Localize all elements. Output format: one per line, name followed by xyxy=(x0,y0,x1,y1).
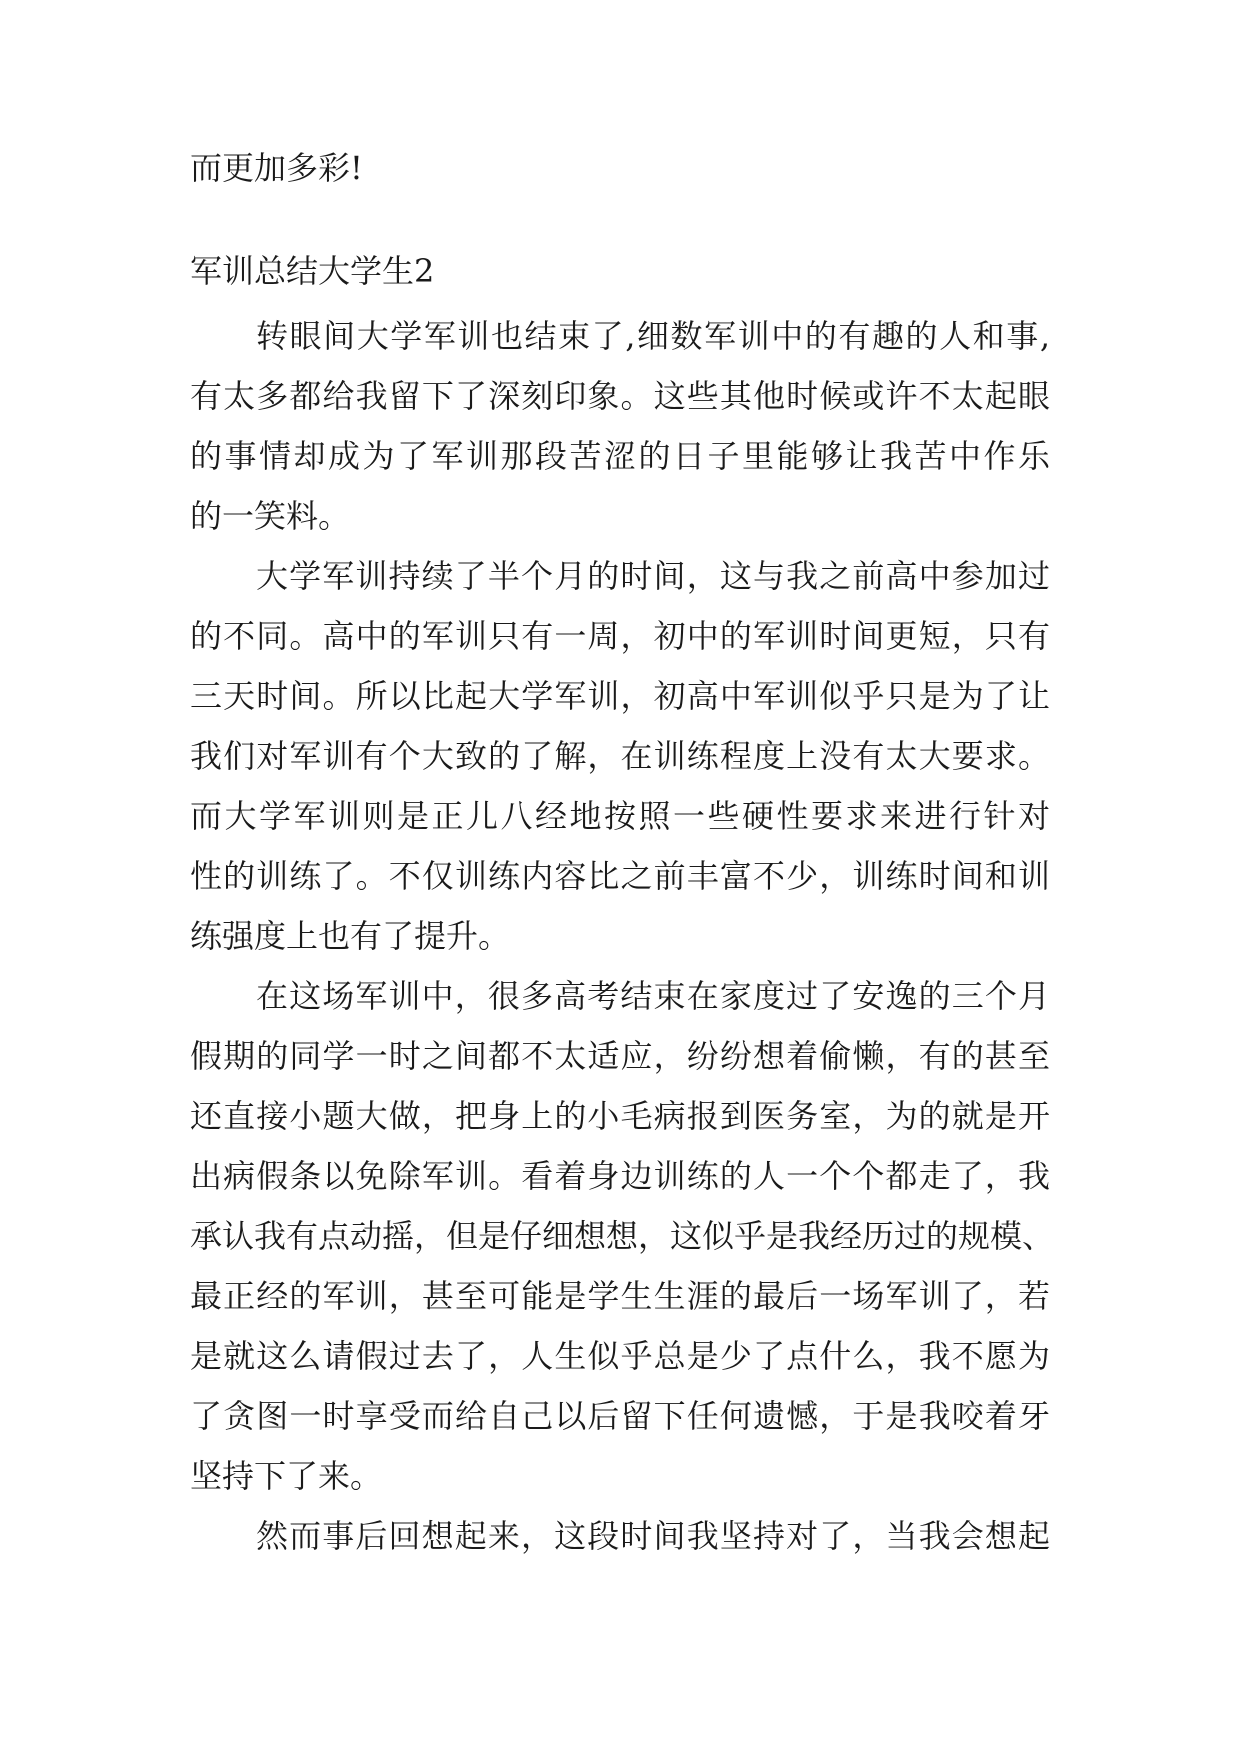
paragraph-line: 了贪图一时享受而给自己以后留下任何遗憾，于是我咬着牙 xyxy=(190,1397,1050,1435)
paragraph-line: 是就这么请假过去了，人生似乎总是少了点什么，我不愿为 xyxy=(190,1337,1050,1375)
paragraph-line: 大学军训持续了半个月的时间，这与我之前高中参加过 xyxy=(256,557,1050,595)
paragraph-line: 转眼间大学军训也结束了,细数军训中的有趣的人和事, xyxy=(256,317,1050,355)
paragraph-line: 的事情却成为了军训那段苦涩的日子里能够让我苦中作乐 xyxy=(190,437,1050,475)
paragraph-line: 练强度上也有了提升。 xyxy=(190,917,511,955)
paragraph-line: 假期的同学一时之间都不太适应，纷纷想着偷懒，有的甚至 xyxy=(190,1037,1050,1075)
paragraph-line: 的不同。高中的军训只有一周，初中的军训时间更短，只有 xyxy=(190,617,1050,655)
paragraph-line: 承认我有点动摇，但是仔细想想，这似乎是我经历过的规模、 xyxy=(190,1217,1055,1255)
paragraph-line: 三天时间。所以比起大学军训，初高中军训似乎只是为了让 xyxy=(190,677,1050,715)
paragraph-line: 最正经的军训，甚至可能是学生生涯的最后一场军训了，若 xyxy=(190,1277,1050,1315)
paragraph-line: 还直接小题大做，把身上的小毛病报到医务室，为的就是开 xyxy=(190,1097,1050,1135)
section-title: 军训总结大学生2 xyxy=(190,252,435,290)
paragraph-line: 在这场军训中，很多高考结束在家度过了安逸的三个月 xyxy=(256,977,1050,1015)
paragraph-line: 的一笑料。 xyxy=(190,497,351,535)
paragraph-line: 然而事后回想起来，这段时间我坚持对了，当我会想起 xyxy=(256,1517,1050,1555)
paragraph-line: 有太多都给我留下了深刻印象。这些其他时候或许不太起眼 xyxy=(190,377,1050,415)
paragraph-line: 而大学军训则是正儿八经地按照一些硬性要求来进行针对 xyxy=(190,797,1050,835)
paragraph-line: 坚持下了来。 xyxy=(190,1457,383,1495)
continuation-text: 而更加多彩! xyxy=(190,149,363,187)
paragraph-line: 我们对军训有个大致的了解，在训练程度上没有太大要求。 xyxy=(190,737,1050,775)
paragraph-line: 出病假条以免除军训。看着身边训练的人一个个都走了，我 xyxy=(190,1157,1050,1195)
paragraph-line: 性的训练了。不仅训练内容比之前丰富不少，训练时间和训 xyxy=(190,857,1050,895)
